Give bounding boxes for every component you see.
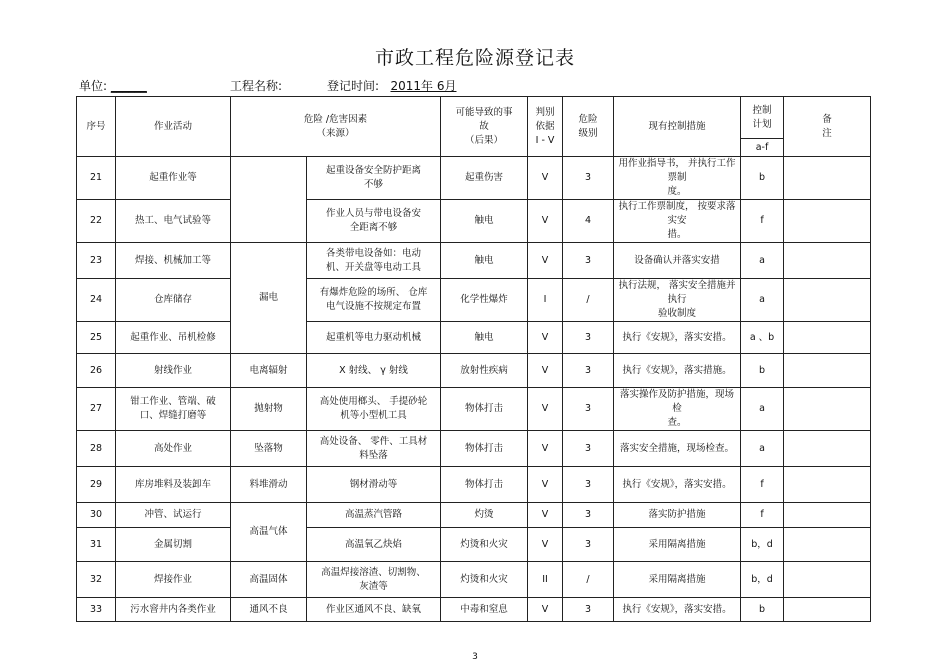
row-hazard: 钢材滑动等 — [307, 467, 441, 503]
row-hazard: 作业区通风不良、缺氧 — [307, 598, 441, 622]
table-row — [77, 200, 871, 243]
row-basis: V — [528, 467, 563, 503]
row-hazard: 各类带电设备如：电动 机、开关盘等电动工具 — [307, 243, 441, 279]
row-activity: 金属切割 — [116, 528, 231, 562]
row-activity: 射线作业 — [116, 354, 231, 388]
header-level: 危险 级别 — [563, 97, 614, 157]
row-plan: a — [741, 279, 784, 322]
hazard-category-cell: 料堆滑动 — [231, 467, 307, 503]
date-label: 登记时间: — [327, 79, 380, 93]
row-activity: 库房堆料及装卸车 — [116, 467, 231, 503]
row-measures: 执行《安规》，落实安措。 — [614, 322, 741, 354]
row-measures: 采用隔离措施 — [614, 562, 741, 598]
row-basis: V — [528, 243, 563, 279]
row-hazard: 高处使用榔头、 手提砂轮 机等小型机工具 — [307, 388, 441, 431]
row-basis: V — [528, 388, 563, 431]
table-row — [77, 157, 871, 200]
row-seq: 31 — [77, 528, 116, 562]
row-plan: b — [741, 157, 784, 200]
row-activity: 热工、电气试验等 — [116, 200, 231, 243]
table-row — [77, 431, 871, 467]
row-seq: 28 — [77, 431, 116, 467]
row-consequence: 触电 — [441, 200, 528, 243]
row-consequence: 物体打击 — [441, 388, 528, 431]
row-remark — [784, 562, 871, 598]
hazard-category-cell: 高温气体 — [231, 503, 307, 562]
row-basis: V — [528, 598, 563, 622]
hazard-category-cell — [231, 157, 307, 243]
row-consequence: 灼烫和火灾 — [441, 528, 528, 562]
row-seq: 30 — [77, 503, 116, 528]
row-seq: 23 — [77, 243, 116, 279]
row-seq: 24 — [77, 279, 116, 322]
row-level: 3 — [563, 467, 614, 503]
row-basis: V — [528, 528, 563, 562]
row-activity: 起重作业、吊机检修 — [116, 322, 231, 354]
unit-field — [79, 77, 147, 94]
row-seq: 29 — [77, 467, 116, 503]
row-remark — [784, 431, 871, 467]
row-level: 3 — [563, 157, 614, 200]
row-seq: 32 — [77, 562, 116, 598]
row-level: / — [563, 279, 614, 322]
row-measures: 执行法规， 落实安全措施并执行 验收制度 — [614, 279, 741, 322]
unit-value: ______ — [110, 79, 147, 93]
row-seq: 22 — [77, 200, 116, 243]
table-row — [77, 388, 871, 431]
row-level: 3 — [563, 322, 614, 354]
row-seq: 25 — [77, 322, 116, 354]
row-consequence: 触电 — [441, 243, 528, 279]
page-number: 3 — [472, 652, 478, 662]
header-plan-sub: a-f — [741, 139, 784, 157]
row-hazard: 高温蒸汽管路 — [307, 503, 441, 528]
row-hazard: X 射线、 γ 射线 — [307, 354, 441, 388]
row-remark — [784, 354, 871, 388]
table-row — [77, 598, 871, 622]
row-level: 4 — [563, 200, 614, 243]
row-basis: II — [528, 562, 563, 598]
row-basis: V — [528, 354, 563, 388]
row-consequence: 触电 — [441, 322, 528, 354]
row-seq: 26 — [77, 354, 116, 388]
row-activity: 仓库储存 — [116, 279, 231, 322]
row-remark — [784, 279, 871, 322]
table-body — [77, 97, 871, 622]
row-activity: 高处作业 — [116, 431, 231, 467]
row-plan: f — [741, 503, 784, 528]
header-remark: 备 注 — [784, 97, 871, 157]
row-hazard: 有爆炸危险的场所、 仓库 电气设施不按规定布置 — [307, 279, 441, 322]
hazard-category-cell: 高温固体 — [231, 562, 307, 598]
row-measures: 落实安全措施，现场检查。 — [614, 431, 741, 467]
row-level: / — [563, 562, 614, 598]
row-basis: V — [528, 503, 563, 528]
row-remark — [784, 528, 871, 562]
row-consequence: 中毒和窒息 — [441, 598, 528, 622]
header-hazard: 危险 /危害因素 （来源） — [231, 97, 441, 157]
row-consequence: 物体打击 — [441, 467, 528, 503]
row-remark — [784, 322, 871, 354]
row-remark — [784, 243, 871, 279]
row-remark — [784, 467, 871, 503]
row-hazard: 起重机等电力驱动机械 — [307, 322, 441, 354]
header-seq: 序号 — [77, 97, 116, 157]
hazard-category-cell: 抛射物 — [231, 388, 307, 431]
table-row — [77, 503, 871, 528]
row-activity: 起重作业等 — [116, 157, 231, 200]
project-name-label: 工程名称: — [230, 79, 283, 93]
row-seq: 27 — [77, 388, 116, 431]
row-consequence: 化学性爆炸 — [441, 279, 528, 322]
row-level: 3 — [563, 503, 614, 528]
row-level: 3 — [563, 388, 614, 431]
row-seq: 33 — [77, 598, 116, 622]
row-measures: 执行《安规》，落实措施。 — [614, 354, 741, 388]
row-plan: b — [741, 598, 784, 622]
row-consequence: 放射性疾病 — [441, 354, 528, 388]
row-measures: 设备确认并落实安措 — [614, 243, 741, 279]
row-plan: f — [741, 200, 784, 243]
row-plan: a — [741, 431, 784, 467]
row-remark — [784, 503, 871, 528]
row-basis: I — [528, 279, 563, 322]
hazard-category-cell: 电离辐射 — [231, 354, 307, 388]
row-activity: 冲管、试运行 — [116, 503, 231, 528]
row-basis: V — [528, 157, 563, 200]
hazard-category-cell: 通风不良 — [231, 598, 307, 622]
row-activity: 钳工作业、管端、破 口、焊缝打磨等 — [116, 388, 231, 431]
row-measures: 落实防护措施 — [614, 503, 741, 528]
row-hazard: 起重设备安全防护距离 不够 — [307, 157, 441, 200]
table-row — [77, 354, 871, 388]
header-basis: 判别 依据 I - V — [528, 97, 563, 157]
row-remark — [784, 157, 871, 200]
row-hazard: 高处设备、 零件、工具材 料坠落 — [307, 431, 441, 467]
row-hazard: 高温焊接溶渣、切割物、 灰渣等 — [307, 562, 441, 598]
row-consequence: 物体打击 — [441, 431, 528, 467]
row-level: 3 — [563, 528, 614, 562]
row-hazard: 作业人员与带电设备安 全距离不够 — [307, 200, 441, 243]
table-row — [77, 322, 871, 354]
row-measures: 采用隔离措施 — [614, 528, 741, 562]
row-consequence: 灼烫和火灾 — [441, 562, 528, 598]
row-measures: 执行工作票制度， 按要求落实安 措。 — [614, 200, 741, 243]
row-remark — [784, 388, 871, 431]
row-level: 3 — [563, 431, 614, 467]
header-measures: 现有控制措施 — [614, 97, 741, 157]
row-plan: f — [741, 467, 784, 503]
row-basis: V — [528, 200, 563, 243]
row-plan: a — [741, 243, 784, 279]
row-activity: 焊接作业 — [116, 562, 231, 598]
table-row — [77, 467, 871, 503]
header-activity: 作业活动 — [116, 97, 231, 157]
table-row — [77, 279, 871, 322]
row-level: 3 — [563, 243, 614, 279]
row-activity: 焊接、机械加工等 — [116, 243, 231, 279]
table-row — [77, 562, 871, 598]
unit-label: 单位: — [79, 79, 108, 93]
row-remark — [784, 200, 871, 243]
row-plan: b，d — [741, 562, 784, 598]
header-plan: 控制 计划 — [741, 97, 784, 139]
page-title: 市政工程危险源登记表 — [374, 47, 575, 69]
row-measures: 执行《安规》，落实安措。 — [614, 598, 741, 622]
hazard-category-cell: 漏电 — [231, 243, 307, 354]
table-row — [77, 528, 871, 562]
row-plan: a — [741, 388, 784, 431]
row-hazard: 高温氧乙炔焰 — [307, 528, 441, 562]
date-field — [327, 77, 457, 94]
row-consequence: 起重伤害 — [441, 157, 528, 200]
row-basis: V — [528, 322, 563, 354]
table-row — [77, 243, 871, 279]
row-consequence: 灼烫 — [441, 503, 528, 528]
row-level: 3 — [563, 354, 614, 388]
row-measures: 用作业指导书， 并执行工作票制 度。 — [614, 157, 741, 200]
row-plan: a 、b — [741, 322, 784, 354]
header-row — [77, 97, 871, 139]
hazard-category-cell: 坠落物 — [231, 431, 307, 467]
row-plan: b，d — [741, 528, 784, 562]
row-measures: 落实操作及防护措施，现场检 查。 — [614, 388, 741, 431]
date-value: 2011年 6月 — [390, 79, 457, 93]
hazard-register-table — [76, 96, 871, 622]
header-consequence: 可能导致的事 故 （后果） — [441, 97, 528, 157]
row-remark — [784, 598, 871, 622]
row-basis: V — [528, 431, 563, 467]
row-plan: b — [741, 354, 784, 388]
row-measures: 执行《安规》，落实安措。 — [614, 467, 741, 503]
row-activity: 污水窨井内各类作业 — [116, 598, 231, 622]
row-level: 3 — [563, 598, 614, 622]
row-seq: 21 — [77, 157, 116, 200]
